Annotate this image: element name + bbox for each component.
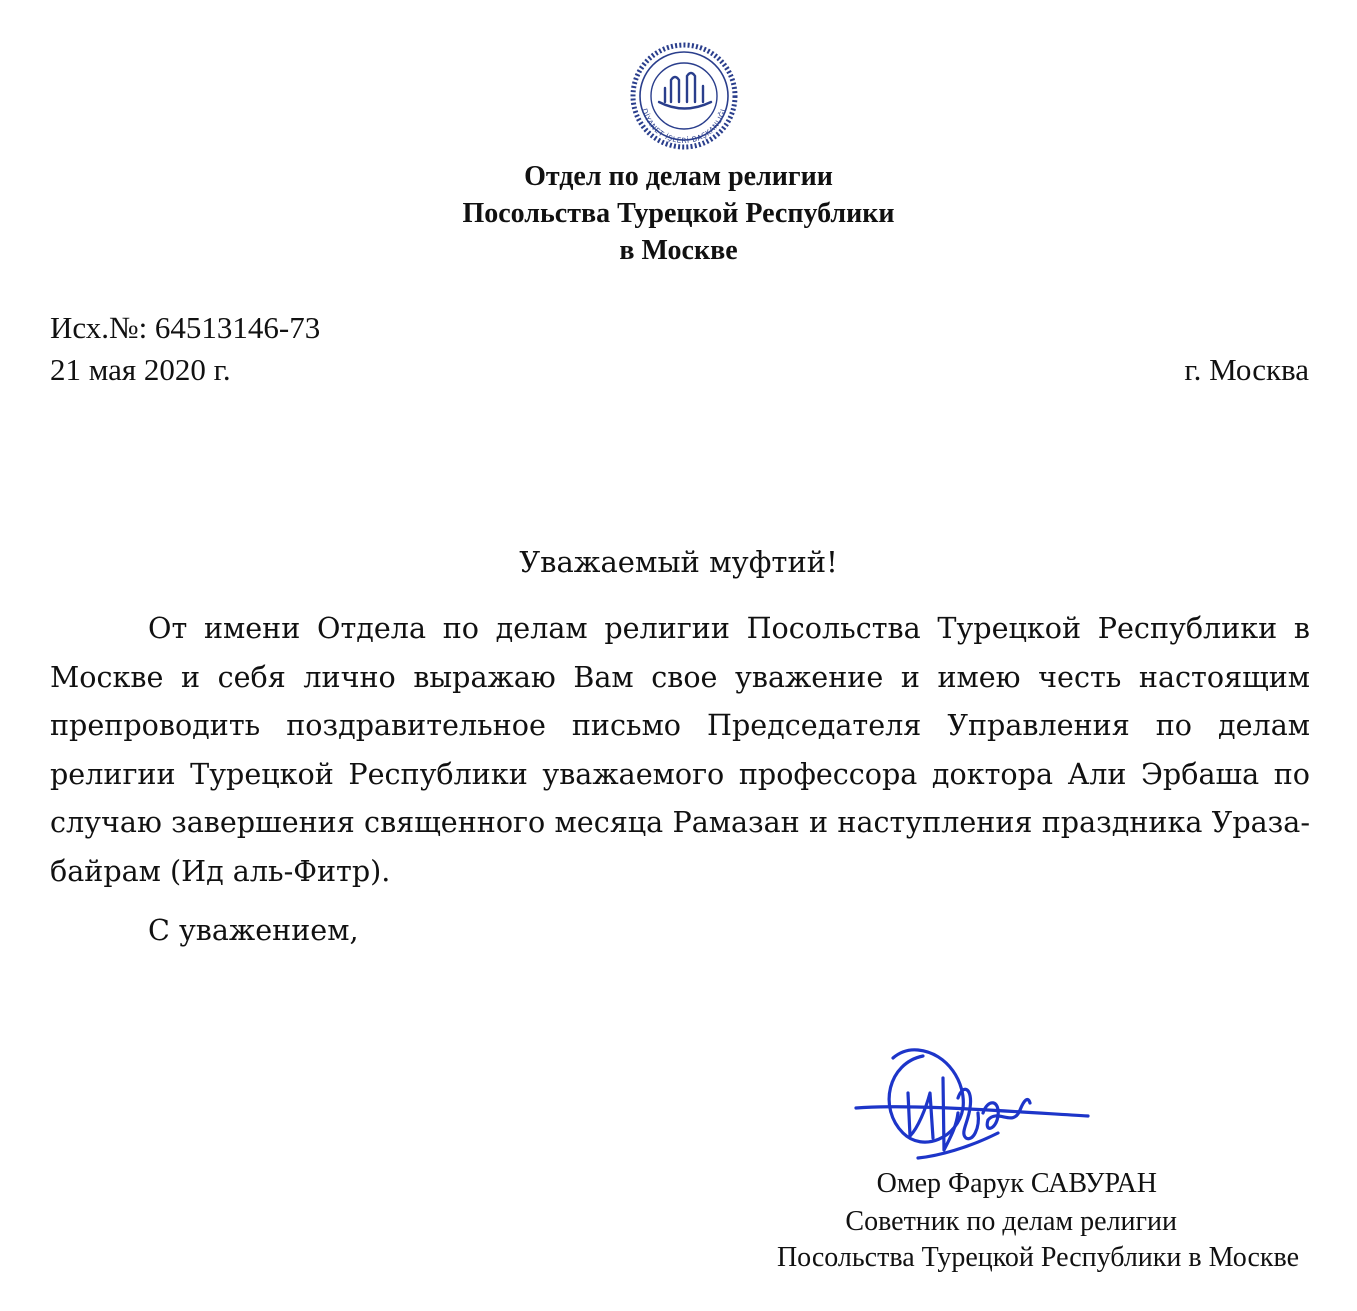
closing-phrase: С уважением, xyxy=(148,913,359,947)
letter-city: г. Москва xyxy=(1184,352,1309,387)
salutation: Уважаемый муфтий! xyxy=(519,545,838,579)
signatory-organization: Посольства Турецкой Республики в Москве xyxy=(776,1242,1299,1273)
header-line-city: в Москве xyxy=(619,235,738,266)
letter-body: От имени Отдела по делам религии Посольства Турецкой Республики в Москве и себя лично выражаю Вам свое уважение и имею честь настоящим препроводить поздравительное письмо Председателя Управления по делам религии Турецкой Республики уважаемого профессора доктора Али Эрбаша по случаю завершения священного месяца Рамазан и наступления праздника Ураза-байрам (Ид аль-Фитр). xyxy=(50,611,1310,888)
reference-number: Исх.№: 64513146-73 xyxy=(50,310,321,345)
handwritten-signature xyxy=(848,1038,1098,1178)
signatory-name: Омер Фарук САВУРАН xyxy=(876,1168,1157,1199)
header-line-embassy: Посольства Турецкой Республики xyxy=(462,198,895,229)
emblem-ring-text: DİYANET İŞLERİ BAŞKANLIĞI xyxy=(640,107,728,146)
diyanet-emblem-icon xyxy=(629,40,739,152)
letter-date: 21 мая 2020 г. xyxy=(50,352,231,387)
header-line-department: Отдел по делам религии xyxy=(524,161,833,192)
signatory-title: Советник по делам религии xyxy=(845,1206,1177,1237)
